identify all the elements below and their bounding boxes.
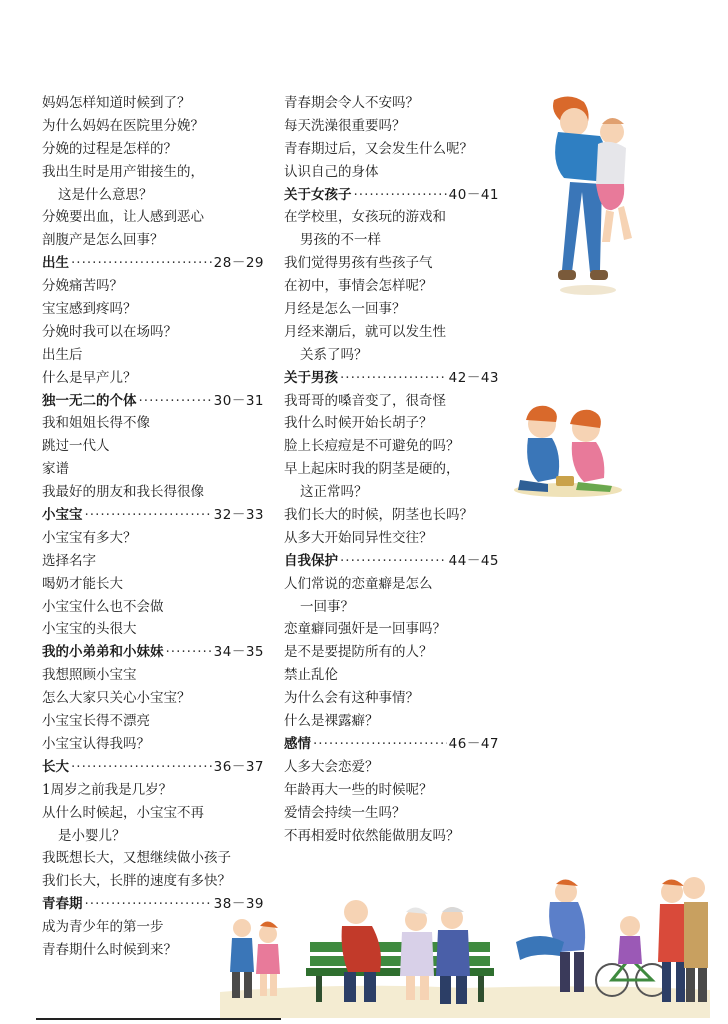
- toc-question: 是不是要提防所有的人？: [284, 644, 433, 661]
- leader-dots: [340, 550, 447, 573]
- toc-question: 月经来潮后，就可以发生性: [284, 323, 446, 340]
- toc-question: 宝宝感到疼吗？: [42, 301, 137, 318]
- toc-question: 分娩的过程是怎样的？: [42, 140, 177, 157]
- toc-question: 我想照顾小宝宝: [42, 667, 137, 684]
- page-range: 34－35: [213, 644, 264, 661]
- illustration-people-in-park: [220, 872, 710, 1018]
- toc-question: 我什么时候开始长胡子？: [284, 415, 433, 432]
- toc-section-heading: [42, 756, 264, 779]
- toc-question: 选择名字: [42, 552, 96, 569]
- illustration-children-playing: [508, 398, 628, 498]
- leader-dots: [85, 504, 212, 527]
- toc-question: 不再相爱时依然能做朋友吗？: [284, 827, 460, 844]
- toc-question: 1周岁之前我是几岁？: [42, 781, 173, 798]
- toc-question: 我们觉得男孩有些孩子气: [284, 255, 433, 272]
- toc-question: 小宝宝认得我吗？: [42, 735, 150, 752]
- toc-question: 剖腹产是怎么回事？: [42, 232, 164, 249]
- toc-question: 青春期过后，又会发生什么呢？: [284, 140, 473, 157]
- leader-dots: [354, 184, 447, 207]
- page-range: 38－39: [213, 896, 264, 913]
- toc-question: 为什么会有这种事情？: [284, 690, 419, 707]
- toc-question: 我既想长大，又想继续做小孩子: [42, 850, 231, 867]
- toc-question: 我出生时是用产钳接生的，: [42, 163, 204, 180]
- toc-question: 青春期会令人不安吗？: [284, 95, 419, 111]
- toc-section-heading: [284, 184, 499, 207]
- toc-question: 爱情会持续一生吗？: [284, 804, 406, 821]
- toc-section-heading: [42, 252, 264, 275]
- toc-question: 禁止乱伦: [284, 667, 338, 684]
- toc-question: 从什么时候起，小宝宝不再: [42, 804, 204, 821]
- leader-dots: [166, 641, 212, 664]
- section-title: 关于男孩: [284, 369, 338, 386]
- toc-question: 关系了吗？: [300, 346, 368, 363]
- leader-dots: [71, 252, 212, 275]
- toc-question: 是小婴儿？: [58, 827, 126, 844]
- toc-question: 早上起床时我的阴茎是硬的，: [284, 461, 460, 478]
- toc-question: 人多大会恋爱？: [284, 758, 379, 775]
- toc-question: 喝奶才能长大: [42, 575, 123, 592]
- toc-question: 小宝宝有多大？: [42, 529, 137, 546]
- toc-question: 分娩要出血，让人感到恶心: [42, 209, 204, 226]
- toc-question: 我和姐姐长得不像: [42, 415, 150, 432]
- toc-question: 一回事？: [300, 598, 354, 615]
- toc-question: 恋童癖同强奸是一回事吗？: [284, 621, 446, 638]
- leader-dots: [71, 756, 212, 779]
- bottom-rule: [36, 1018, 281, 1020]
- toc-question: 认识自己的身体: [284, 163, 379, 180]
- page-range: 36－37: [213, 758, 264, 775]
- toc-question: 小宝宝什么也不会做: [42, 598, 164, 615]
- section-title: 长大: [42, 758, 69, 775]
- leader-dots: [340, 367, 447, 390]
- toc-question: 怎么大家只关心小宝宝？: [42, 690, 191, 707]
- toc-question: 青春期什么时候到来？: [42, 941, 177, 958]
- toc-section-heading: [42, 641, 264, 664]
- toc-question: 分娩痛苦吗？: [42, 278, 123, 295]
- toc-question: 这是什么意思？: [58, 186, 153, 203]
- toc-question: 什么是裸露癖？: [284, 713, 379, 730]
- toc-right-column: [284, 92, 499, 847]
- toc-question: 我最好的朋友和我长得很像: [42, 484, 204, 501]
- leader-dots: [313, 733, 447, 756]
- toc-section-heading: [284, 367, 499, 390]
- toc-question: 家谱: [42, 461, 69, 478]
- page-range: 30－31: [213, 392, 264, 409]
- toc-section-heading: [284, 733, 499, 756]
- toc-question: 为什么妈妈在医院里分娩？: [42, 117, 204, 134]
- section-title: 独一无二的个体: [42, 392, 137, 409]
- toc-section-heading: [42, 390, 264, 413]
- toc-question: 成为青少年的第一步: [42, 919, 164, 936]
- section-title: 自我保护: [284, 552, 338, 569]
- page-range: 32－33: [213, 507, 264, 524]
- illustration-girl-carrying-child: [540, 92, 650, 302]
- section-title: 我的小弟弟和小妹妹: [42, 644, 164, 661]
- toc-question: 出生后: [42, 346, 83, 363]
- leader-dots: [85, 893, 212, 916]
- toc-question: 在初中，事情会怎样呢？: [284, 278, 433, 295]
- leader-dots: [139, 390, 212, 413]
- toc-question: 在学校里，女孩玩的游戏和: [284, 209, 446, 226]
- toc-question: 人们常说的恋童癖是怎么: [284, 575, 433, 592]
- section-title: 关于女孩子: [284, 186, 352, 203]
- toc-question: 妈妈怎样知道时候到了？: [42, 95, 191, 111]
- section-title: 感情: [284, 735, 311, 752]
- toc-left-column: [42, 92, 264, 962]
- toc-question: 跳过一代人: [42, 438, 110, 455]
- page-range: 28－29: [213, 255, 264, 272]
- toc-question: 脸上长痘痘是不可避免的吗？: [284, 438, 460, 455]
- page-range: 42－43: [448, 369, 499, 386]
- section-title: 出生: [42, 255, 69, 272]
- toc-question: 男孩的不一样: [300, 232, 381, 249]
- toc-question: 我哥哥的嗓音变了，很奇怪: [284, 392, 446, 409]
- toc-question: 我们长大的时候，阴茎也长吗？: [284, 507, 473, 524]
- toc-question: 什么是早产儿？: [42, 369, 137, 386]
- toc-question: 年龄再大一些的时候呢？: [284, 781, 433, 798]
- toc-section-heading: [284, 550, 499, 573]
- section-title: 青春期: [42, 896, 83, 913]
- toc-question: 分娩时我可以在场吗？: [42, 323, 177, 340]
- toc-question: 小宝宝的头很大: [42, 621, 137, 638]
- toc-question: 从多大开始同异性交往？: [284, 529, 433, 546]
- toc-question: 月经是怎么一回事？: [284, 301, 406, 318]
- toc-question: 小宝宝长得不漂亮: [42, 713, 150, 730]
- page-range: 46－47: [448, 735, 499, 752]
- toc-question: 每天洗澡很重要吗？: [284, 117, 406, 134]
- toc-question: 这正常吗？: [300, 484, 368, 501]
- toc-question: 我们长大，长胖的速度有多快？: [42, 873, 231, 890]
- page-range: 40－41: [448, 186, 499, 203]
- toc-section-heading: [42, 504, 264, 527]
- page-range: 44－45: [448, 552, 499, 569]
- section-title: 小宝宝: [42, 507, 83, 524]
